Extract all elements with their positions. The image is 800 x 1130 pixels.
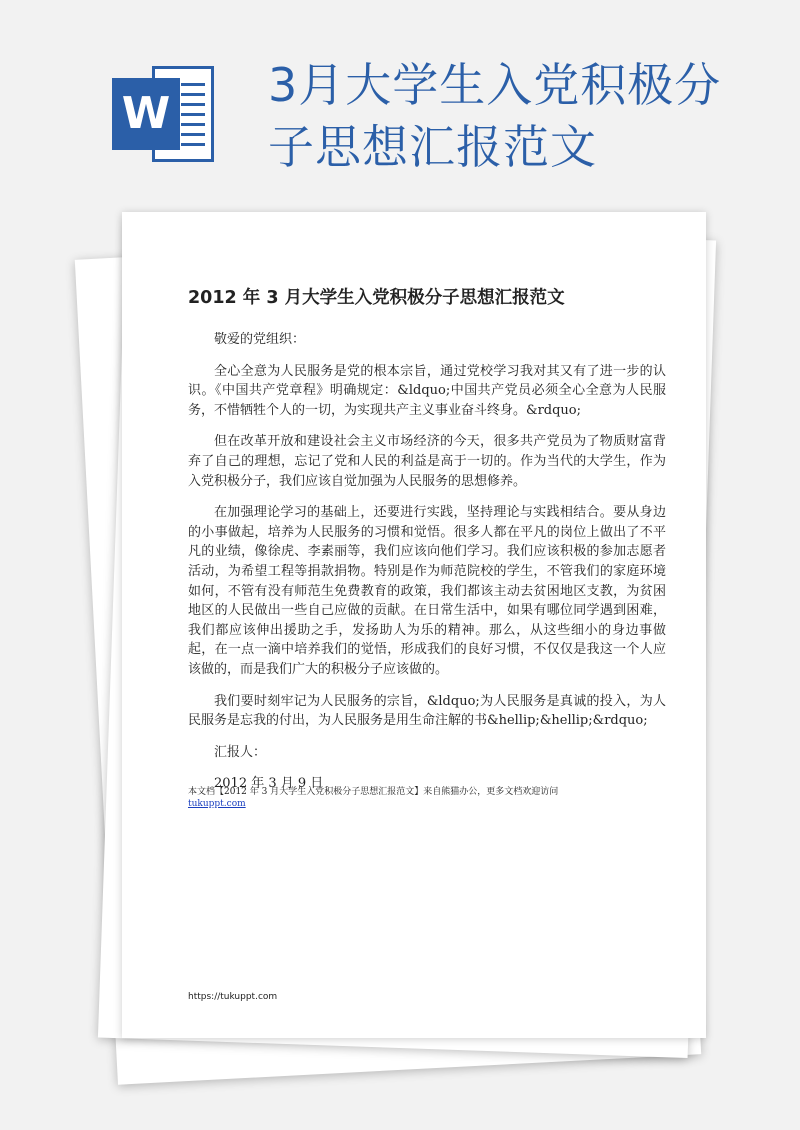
page-footer-url[interactable]: https://tukuppt.com [188, 992, 278, 1002]
salutation: 敬爱的党组织： [214, 332, 306, 347]
source-note [188, 786, 658, 810]
word-badge: W [112, 78, 180, 150]
paragraph: 在加强理论学习的基础上，还要进行实践，坚持理论与实践相结合。要从身边的小事做起，培养为人民服务的习惯和觉悟。很多人都在平凡的岗位上做出了不平凡的业绩，像徐虎、李素丽等，我们应该向他们学习。我们应该积极的参加志愿者活动，为希望工程等捐款捐物。特别是作为师范院校的学生，不管我们的家庭环境如何，不管有没有师范生免费教育的政策，我们都该主动去贫困地区支教，为贫困地区的人民做出一些自己应做的贡献。在日常生活中，如果有哪位同学遇到困难，我们都应该伸出援助之手，发扬助人为乐的精神。那么，从这些细小的身边事做起，在一点一滴中培养我们的觉悟，形成我们的良好习惯，不仅仅是我这一个人应该做的，而是我们广大的积极分子应该做的。 [188, 505, 666, 677]
document-title: 2012 年 3 月大学生入党积极分子思想汇报范文 [188, 288, 565, 308]
document-page [122, 212, 706, 1038]
paragraph: 我们要时刻牢记为人民服务的宗旨，&ldquo;为人民服务是真诚的投入，为人民服务是忘我的付出，为人民服务是用生命注解的书&hellip;&hellip;&rdquo; [188, 693, 666, 729]
source-note-text: 本文档【2012 年 3 月大学生入党积极分子思想汇报范文】来自熊猫办公，更多文档欢迎访问 [188, 787, 559, 797]
header-title-line-2: 子思想汇报范文 [268, 120, 597, 174]
word-document-icon [112, 66, 216, 162]
header-title-line-1: 3月大学生入党积极分 [268, 58, 722, 112]
report-date: 2012 年 3 月 9 日 [214, 776, 324, 792]
page-header-title [268, 54, 768, 178]
paragraph: 全心全意为人民服务是党的根本宗旨，通过党校学习我对其又有了进一步的认识。《中国共产党章程》明确规定：&ldquo;中国共产党员必须全心全意为人民服务，不惜牺牲个人的一切，为实现共产主义事业奋斗终身。&rdquo; [188, 363, 666, 418]
source-link[interactable]: tukuppt.com [188, 799, 246, 809]
document-body [188, 330, 666, 806]
reporter-label: 汇报人： [214, 744, 267, 760]
paragraph: 但在改革开放和建设社会主义市场经济的今天，很多共产党员为了物质财富背弃了自己的理想，忘记了党和人民的利益是高于一切的。作为当代的大学生，作为入党积极分子，我们应该自觉加强为人民服务的思想修养。 [188, 434, 666, 489]
